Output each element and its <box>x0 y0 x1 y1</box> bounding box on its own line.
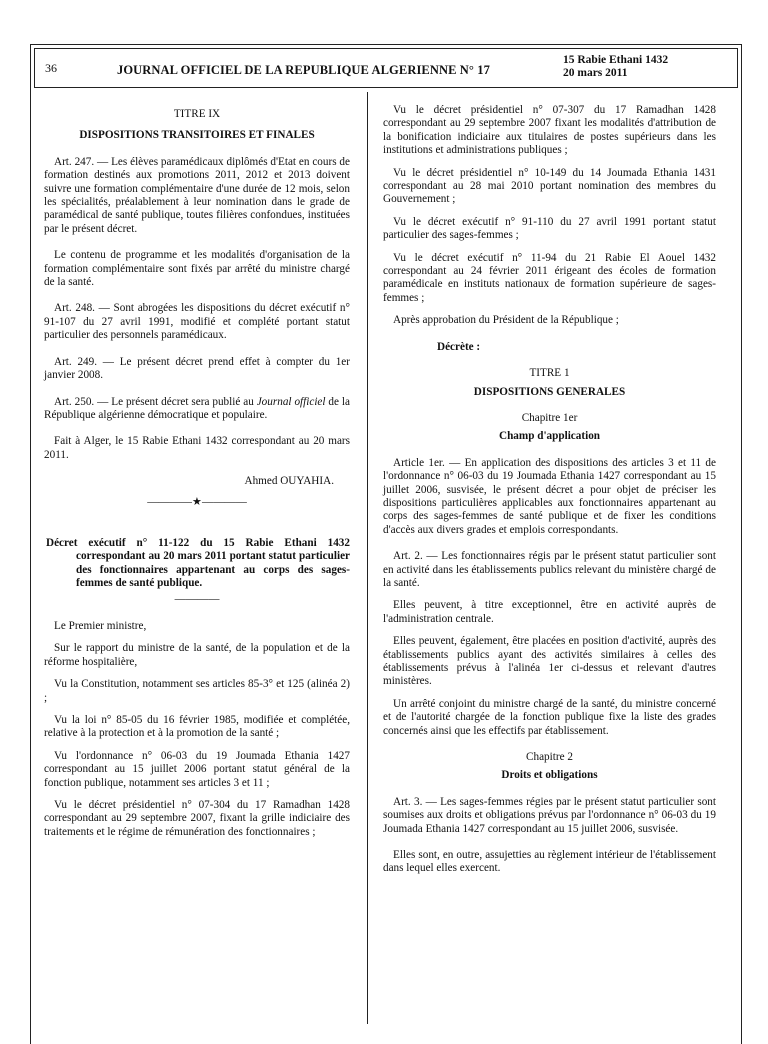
apres-approbation: Après approbation du Président de la République ; <box>393 314 619 327</box>
journal-header <box>34 48 738 88</box>
article-249: Art. 249. — Le présent décret prend effet à compter du 1er janvier 2008. <box>44 355 350 382</box>
vu-decret-91-110: Vu le décret exécutif n° 91-110 du 27 avril 1991 portant statut particulier des sages-femmes ; <box>383 215 716 242</box>
article-3: Art. 3. — Les sages-femmes régies par le présent statut particulier sont soumises aux droits et obligations prévus par l'ordonnance n° 06-03 du 19 Joumada Ethania 1427 correspondant au 15 juillet 2006, susvisée. <box>383 795 716 835</box>
chapitre-1-heading: Champ d'application <box>498 430 601 443</box>
journal-title: JOURNAL OFFICIEL DE LA REPUBLIQUE ALGERIENNE N° 17 <box>117 63 490 77</box>
article-250 <box>44 396 350 423</box>
titre-ix-heading: DISPOSITIONS TRANSITOIRES ET FINALES <box>79 129 315 142</box>
dash-separator: ———— <box>174 592 220 605</box>
premier-ministre: Le Premier ministre, <box>54 619 147 632</box>
vu-loi-85-05: Vu la loi n° 85-05 du 16 février 1985, modifiée et complétée, relative à la protection et à la promotion de la santé ; <box>44 714 350 740</box>
vu-decret-07-307: Vu le décret présidentiel n° 07-307 du 17 Ramadhan 1428 correspondant au 29 septembre 2007 fixant les modalités d'attribution de la bonification indiciaire aux titulaires de postes supérieurs dans les institutions et administrations publiques ; <box>383 104 716 157</box>
sur-le-rapport: Sur le rapport du ministre de la santé, de la population et de la réforme hospitalière, <box>44 642 350 668</box>
article-250-a: Art. 250. — Le présent décret sera publié au <box>54 395 257 408</box>
vu-ordonnance-06-03: Vu l'ordonnance n° 06-03 du 19 Joumada Ethania 1427 correspondant au 15 juillet 2006 portant statut général de la fonction publique, notamment ses articles 3 et 11 ; <box>44 749 350 789</box>
left-column <box>44 104 350 839</box>
article-2: Art. 2. — Les fonctionnaires régis par le présent statut particulier sont en activité dans les établissements publics relevant du ministère chargé de la santé. <box>383 550 716 589</box>
article-250-b: de la République algérienne démocratique et populaire. <box>44 395 350 421</box>
vu-decret-10-149: Vu le décret présidentiel n° 10-149 du 14 Joumada Ethania 1431 correspondant au 28 mai 2010 portant nomination des membres du Gouvernement ; <box>383 166 716 206</box>
right-column <box>383 104 716 876</box>
article-2-c: Elles peuvent, également, être placées en position d'activité, auprès des établissements publics ayant des activités similaires à celles des établissements prévus à l'alinéa 1er ci-dessus et relevant d'autres ministères. <box>383 635 716 688</box>
titre-1: TITRE 1 <box>529 367 570 380</box>
decret-title: Décret exécutif n° 11-122 du 15 Rabie Ethani 1432 correspondant au 20 mars 2011 portant statut particulier des fonctionnaires appartenant au corps des sages-femmes de santé publique. <box>46 536 350 590</box>
fait-a-alger: Fait à Alger, le 15 Rabie Ethani 1432 correspondant au 20 mars 2011. <box>44 435 350 461</box>
vu-decret-11-94: Vu le décret exécutif n° 11-94 du 21 Rabie El Aouel 1432 correspondant au 24 février 2011 érigeant des écoles de formation paramédicale en instituts nationaux de formation supérieure de sages-femmes ; <box>383 251 716 304</box>
article-2-b: Elles peuvent, à titre exceptionnel, être en activité auprès de l'administration centrale. <box>383 599 716 625</box>
vu-constitution: Vu la Constitution, notamment ses articles 85-3° et 125 (alinéa 2) ; <box>44 678 350 704</box>
article-247: Art. 247. — Les élèves paramédicaux diplômés d'Etat en cours de formation destinés aux promotions 2011, 2012 et 2013 doivent suivre une formation complémentaire d'une durée de 12 mois, selon les spécialités, préalablement à leur nomination dans le grade de paramédical de santé publique, toutes filières confondues, instituées par le présent décret. <box>44 155 350 235</box>
chapitre-1: Chapitre 1er <box>521 411 578 424</box>
article-1: Article 1er. — En application des dispositions des articles 3 et 11 de l'ordonnance n° 06-03 du 19 Joumada Ethania 1427 correspondant au 15 juillet 2006, susvisée, le présent décret a pour objet de préciser les dispositions particulières applicables aux fonctionnaires appartenant au corps des sages-femmes de santé publique et de fixer les conditions d'accès aux divers grades et emplois correspondants. <box>383 456 716 536</box>
chapitre-2-heading: Droits et obligations <box>501 769 598 782</box>
article-3-b: Elles sont, en outre, assujetties au règlement intérieur de l'établissement dans lequel elles exercent. <box>383 849 716 875</box>
issue-date <box>563 54 668 80</box>
issue-date-gregorian: 20 mars 2011 <box>563 67 628 79</box>
titre-1-heading: DISPOSITIONS GENERALES <box>473 385 626 398</box>
article-2-d: Un arrêté conjoint du ministre chargé de la santé, du ministre concerné et de l'autorité chargée de la fonction publique fixe la liste des grades concernés ainsi que les effectifs par établissement. <box>383 697 716 737</box>
decrete: Décrète : <box>437 340 481 353</box>
signature: Ahmed OUYAHIA. <box>244 475 334 488</box>
page-number: 36 <box>45 61 57 75</box>
titre-ix: TITRE IX <box>173 108 221 120</box>
chapitre-2: Chapitre 2 <box>526 751 573 764</box>
column-divider <box>367 92 368 1024</box>
article-248: Art. 248. — Sont abrogées les dispositions du décret exécutif n° 91-107 du 27 avril 1991, modifié et complété portant statut particulier des personnels paramédicaux. <box>44 302 350 342</box>
journal-officiel-italic: Journal officiel <box>256 395 326 408</box>
issue-date-hijri: 15 Rabie Ethani 1432 <box>563 54 669 66</box>
star-separator: ————★———— <box>147 495 247 508</box>
vu-decret-07-304: Vu le décret présidentiel n° 07-304 du 17 Ramadhan 1428 correspondant au 29 septembre 2007, fixant la grille indiciaire des traitements et le régime de rémunération des fonctionnaires ; <box>44 799 350 838</box>
article-247-b: Le contenu de programme et les modalités d'organisation de la formation complémentaire sont fixés par arrêté du ministre chargé de la santé. <box>44 249 350 289</box>
